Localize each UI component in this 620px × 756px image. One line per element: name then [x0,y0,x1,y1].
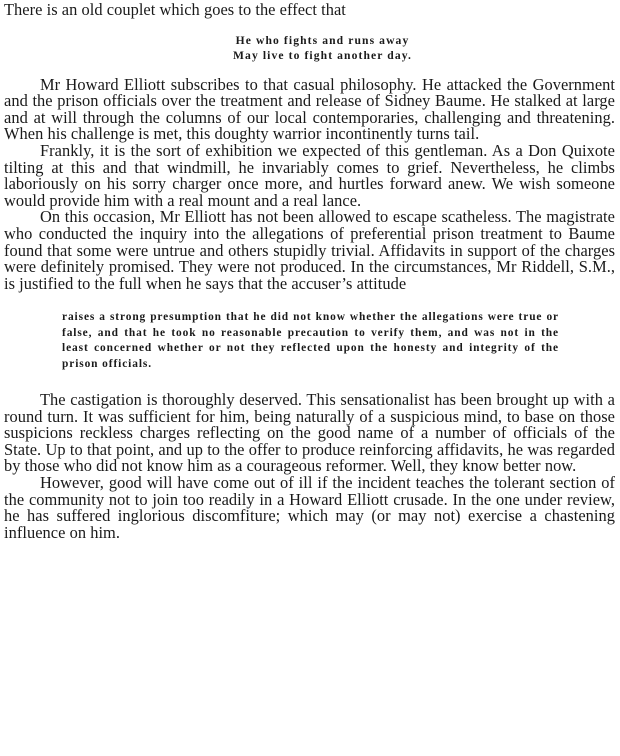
couplet [4,33,615,63]
paragraph-elliott-philosophy: Mr Howard Elliott subscribes to that casual philosophy. He attacked the Government and the prison officials over the treatment and release of Sidney Baume. He stalked at large and at will through the columns of our local contemporaries, challenging and threatening. When his challenge is met, this doughty warrior incontinently turns tail. [4,74,615,144]
couplet-line-1: He who fights and runs away [235,33,410,47]
block-quote: raises a strong presumption that he did not know whether the allegations were true or false, and that he took no reasonable precaution to verify them, and was not in the least concerned whether or not they reflected upon the honesty and integrity of the prison officials. [62,311,559,370]
paragraph-conclusion: However, good will have come out of ill if the incident teaches the tolerant section of the community not to join too readily in a Howard Elliott crusade. In the one under review, he has suffered inglorious discomfiture; which may (or may not) exercise a chastening influence on him. [4,472,615,542]
paragraph-don-quixote: Frankly, it is the sort of exhibition we expected of this gentleman. As a Don Quixote tilting at this and that windmill, he invariably comes to grief. Nevertheless, he climbs laboriously on his sorry charger once more, and hurtles forward anew. We wish someone would provide him with a real mount and a real lance. [4,140,615,210]
intro-sentence: There is an old couplet which goes to the effect that [4,0,346,19]
paragraph-castigation: The castigation is thoroughly deserved. This sensationalist has been brought up with a round turn. It was sufficient for him, being naturally of a suspicious mind, to base on those suspicions reckless charges reflecting on the good name of a number of officials of the State. Up to that point, and up to the offer to produce reinforcing affidavits, he was regarded by those who did not know him as a courageous reformer. Well, they know better now. [4,389,615,476]
paragraph-magistrate-inquiry: On this occasion, Mr Elliott has not been allowed to escape scatheless. The magistrate who conducted the inquiry into the allegations of preferential prison treatment to Baume found that some were untrue and others stupidly trivial. Affidavits in support of the charges were definitely promised. They were not produced. In the circumstances, Mr Riddell, S.M., is justified to the full when he says that the accuser’s attitude [4,207,615,293]
couplet-line-2: May live to fight another day. [233,48,412,62]
